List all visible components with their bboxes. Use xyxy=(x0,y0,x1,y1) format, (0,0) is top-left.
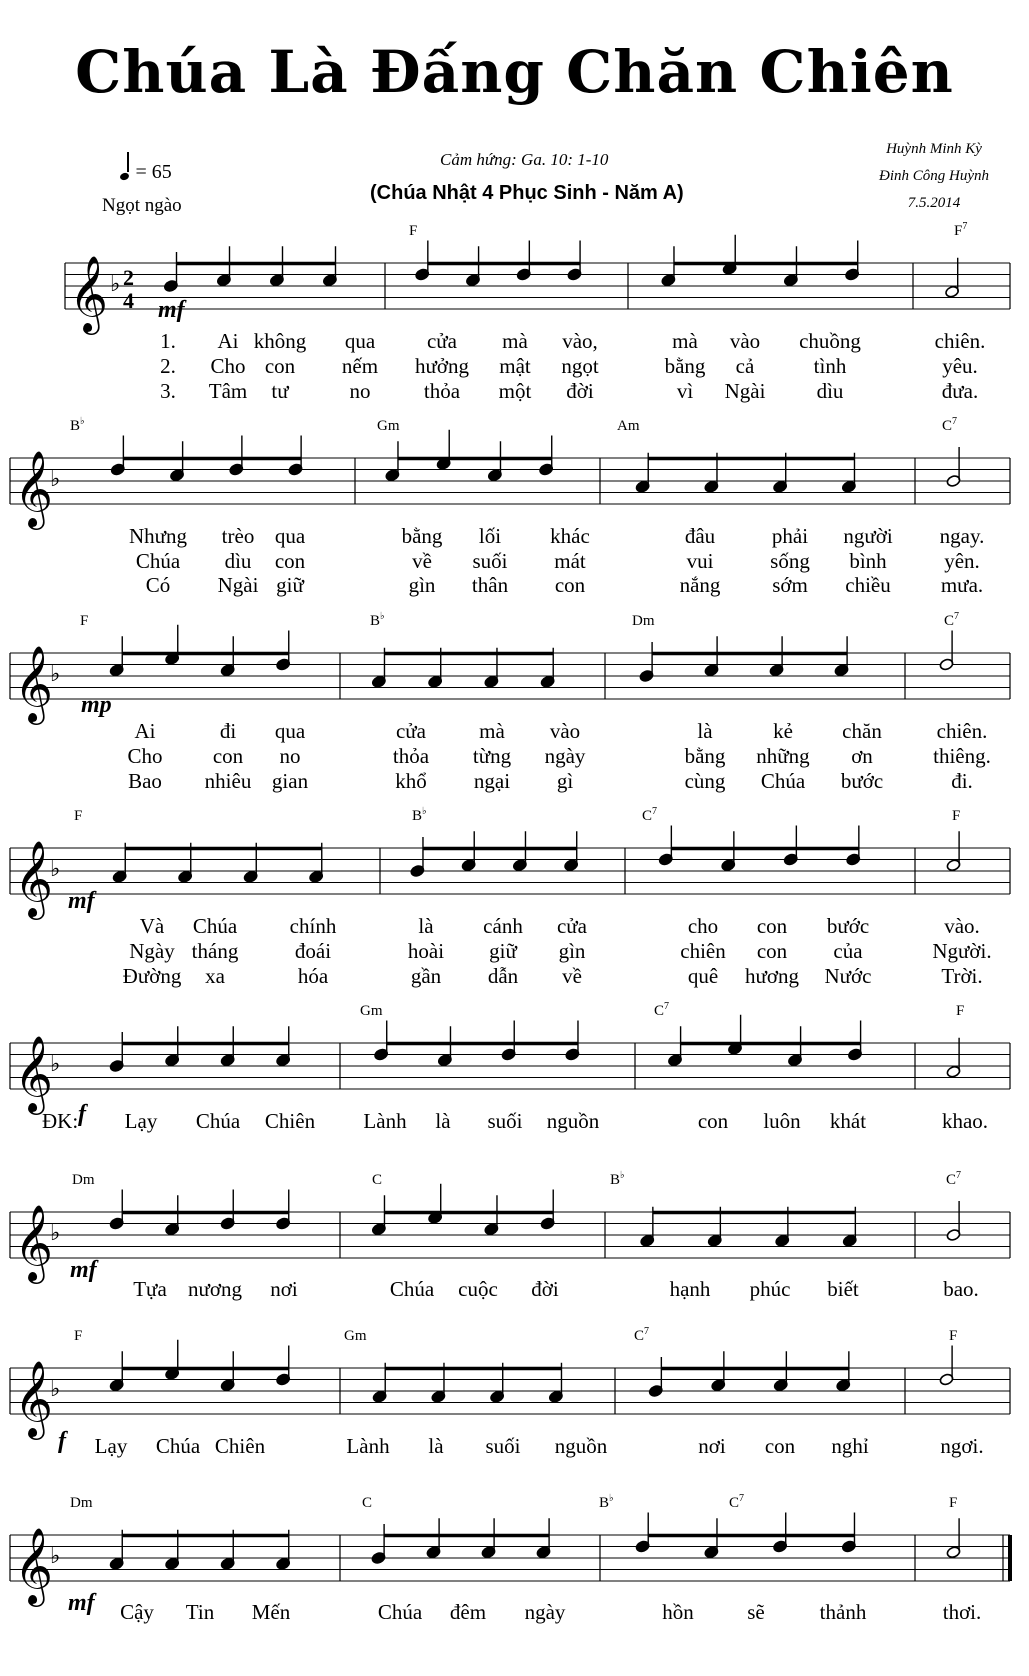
chord-symbol: F xyxy=(949,1328,958,1344)
lyric-syllable: ngày xyxy=(524,1600,566,1624)
lyric-syllable: gì xyxy=(556,769,574,793)
lyric-syllable: Chúa xyxy=(389,1277,435,1301)
lyric-syllable: bằng xyxy=(664,354,706,378)
chord-symbol: C xyxy=(372,1172,383,1188)
lyric-syllable: xa xyxy=(205,964,225,988)
lyric-syllable: yêu. xyxy=(942,354,978,378)
inspiration-reference: Cảm hứng: Ga. 10: 1-10 xyxy=(440,150,609,169)
lyric-syllable: dẫn xyxy=(487,964,519,988)
treble-clef-icon: 𝄞 xyxy=(14,449,54,527)
lyric-syllable: chiều xyxy=(845,573,891,597)
chord-symbol: $C^7$ xyxy=(634,1326,650,1344)
lyric-syllable: con xyxy=(697,1109,729,1133)
lyric-syllable: trèo xyxy=(221,524,255,548)
lyric-syllable: suối xyxy=(485,1434,521,1458)
lyric-syllable: nguồn xyxy=(554,1434,608,1458)
lyric-syllable: của xyxy=(833,939,863,963)
chord-symbol: Gm xyxy=(360,1003,383,1019)
key-flat-icon: ♭ xyxy=(50,1544,61,1569)
expression-marking: Ngọt ngào xyxy=(102,195,182,216)
lyric-syllable: ngọt xyxy=(561,354,599,378)
dynamic-marking: mf xyxy=(158,297,185,323)
lyric-syllable: tháng xyxy=(191,939,239,963)
lyric-syllable: thỏa xyxy=(423,379,461,403)
lyric-syllable: Tâm xyxy=(208,379,248,403)
lyric-syllable: yên. xyxy=(944,549,980,573)
lyric-syllable: Chúa xyxy=(192,914,238,938)
lyric-syllable: cửa xyxy=(395,719,427,743)
lyric-syllable: giữ xyxy=(489,939,517,963)
chord-symbol: Gm xyxy=(344,1328,367,1344)
arranger: Đinh Công Huỳnh xyxy=(879,168,989,184)
lyric-syllable: đêm xyxy=(449,1600,487,1624)
lyric-syllable: bình xyxy=(849,549,887,573)
key-flat-icon: ♭ xyxy=(50,1221,61,1246)
lyric-syllable: nếm xyxy=(341,354,379,378)
lyric-syllable: mà xyxy=(672,329,698,353)
lyric-syllable: đâu xyxy=(684,524,716,548)
lyric-syllable: Nhưng xyxy=(128,524,188,548)
tempo-value: = 65 xyxy=(135,161,172,183)
lyric-syllable: là xyxy=(428,1434,444,1458)
chord-symbol: F xyxy=(956,1003,965,1019)
lyric-syllable: quê xyxy=(687,964,719,988)
treble-clef-icon: 𝄞 xyxy=(69,254,109,332)
lyric-syllable: khao. xyxy=(941,1109,989,1133)
lyric-syllable: hồn xyxy=(662,1600,694,1624)
chord-symbol: Gm xyxy=(377,418,400,434)
lyric-syllable: suối xyxy=(472,549,508,573)
lyric-syllable: Ngài xyxy=(217,573,259,597)
lyric-syllable: Ai xyxy=(217,329,239,353)
lyric-syllable: đời xyxy=(531,1277,559,1301)
dynamic-marking: f xyxy=(78,1101,86,1127)
lyric-syllable: Lành xyxy=(346,1434,390,1458)
lyric-syllable: suối xyxy=(487,1109,523,1133)
lyric-syllable: ngay. xyxy=(939,524,985,548)
lyric-syllable: Lạy xyxy=(94,1434,128,1458)
lyric-syllable: thiêng. xyxy=(933,744,991,768)
dynamic-marking: mp xyxy=(81,692,112,718)
lyric-syllable: cửa xyxy=(426,329,458,353)
lyric-syllable: Đường xyxy=(122,964,182,988)
lyric-syllable: nhiêu xyxy=(204,769,252,793)
lyric-syllable: con xyxy=(756,939,788,963)
lyric-syllable: Trời. xyxy=(941,964,983,988)
refrain-label: ĐK: xyxy=(42,1109,79,1133)
lyric-syllable: Cho xyxy=(127,744,163,768)
lyric-syllable: gìn xyxy=(408,573,436,597)
lyric-syllable: lối xyxy=(478,524,502,548)
lyric-syllable: phúc xyxy=(749,1277,791,1301)
lyric-syllable: đi xyxy=(219,719,237,743)
chord-symbol: $C^7$ xyxy=(642,806,658,824)
lyric-syllable: nắng xyxy=(679,573,721,597)
lyric-syllable: Chúa xyxy=(135,549,181,573)
lyric-syllable: người xyxy=(843,524,893,548)
lyric-syllable: Bao xyxy=(128,769,162,793)
lyric-syllable: qua xyxy=(344,329,376,353)
lyric-syllable: sớm xyxy=(772,573,808,597)
lyric-syllable: bước xyxy=(840,769,884,793)
lyric-syllable: gian xyxy=(271,769,309,793)
lyric-syllable: thơi. xyxy=(942,1600,982,1624)
lyric-syllable: Cậy xyxy=(120,1600,154,1624)
lyric-syllable: con xyxy=(554,573,586,597)
lyric-syllable: hưởng xyxy=(415,354,469,378)
lyric-syllable: gần xyxy=(410,964,442,988)
lyric-syllable: gìn xyxy=(558,939,586,963)
lyric-syllable: Chúa xyxy=(377,1600,423,1624)
lyric-syllable: bằng xyxy=(684,744,726,768)
lyric-syllable: khổ xyxy=(395,769,427,793)
lyric-syllable: kẻ xyxy=(773,719,793,743)
lyric-syllable: chiên xyxy=(680,939,726,963)
lyric-syllable: Chúa xyxy=(195,1109,241,1133)
lyric-syllable: bằng xyxy=(401,524,443,548)
chord-symbol: F xyxy=(949,1495,958,1511)
lyric-syllable: một xyxy=(498,379,532,403)
composer: Huỳnh Minh Kỳ xyxy=(886,141,982,157)
lyric-syllable: chính xyxy=(289,914,337,938)
lyric-syllable: về xyxy=(562,964,582,988)
dynamic-marking: mf xyxy=(68,1590,95,1616)
chord-symbol: $C^7$ xyxy=(729,1493,745,1511)
key-flat-icon: ♭ xyxy=(50,467,61,492)
song-title: Chúa Là Đấng Chăn Chiên xyxy=(75,38,954,106)
lyric-syllable: thân xyxy=(471,573,509,597)
lyric-syllable: vào xyxy=(729,329,761,353)
lyric-syllable: tư xyxy=(271,379,289,403)
lyric-syllable: cả xyxy=(735,354,755,378)
lyric-syllable: ngại xyxy=(473,769,511,793)
lyric-syllable: mật xyxy=(499,354,531,378)
lyric-syllable: cánh xyxy=(483,914,523,938)
key-flat-icon: ♭ xyxy=(50,1052,61,1077)
lyric-syllable: cuộc xyxy=(458,1277,498,1301)
lyric-syllable: đoái xyxy=(294,939,332,963)
lyric-syllable: chiên. xyxy=(936,719,988,743)
treble-clef-icon: 𝄞 xyxy=(14,1203,54,1281)
chord-symbol: Dm xyxy=(72,1172,95,1188)
chord-symbol: C xyxy=(362,1495,373,1511)
chord-symbol: $C^7$ xyxy=(944,611,960,629)
lyric-syllable: con xyxy=(764,1434,796,1458)
lyric-syllable: 3. xyxy=(160,379,176,403)
lyric-syllable: nơi xyxy=(698,1434,726,1458)
chord-symbol: $C^7$ xyxy=(654,1001,670,1019)
lyric-syllable: bước xyxy=(826,914,870,938)
lyric-syllable: Cho xyxy=(210,354,246,378)
lyric-syllable: nơi xyxy=(270,1277,298,1301)
lyric-syllable: qua xyxy=(274,719,306,743)
treble-clef-icon: 𝄞 xyxy=(14,1526,54,1604)
lyric-syllable: no xyxy=(279,744,301,768)
dynamic-marking: mf xyxy=(70,1257,97,1283)
lyric-syllable: giữ xyxy=(276,573,304,597)
lyric-syllable: bao. xyxy=(943,1277,979,1301)
lyric-syllable: ơn xyxy=(851,744,873,768)
chord-symbol: F xyxy=(74,1328,83,1344)
lyric-syllable: Chiên xyxy=(264,1109,316,1133)
chord-symbol: Am xyxy=(617,418,640,434)
lyric-syllable: ngơi. xyxy=(940,1434,984,1458)
chord-symbol: F xyxy=(80,613,89,629)
lyric-syllable: phải xyxy=(771,524,809,548)
lyric-syllable: Nước xyxy=(824,964,872,988)
lyric-syllable: Lạy xyxy=(124,1109,158,1133)
lyric-syllable: những xyxy=(756,744,810,768)
treble-clef-icon: 𝄞 xyxy=(14,644,54,722)
lyric-syllable: cùng xyxy=(684,769,726,793)
lyric-syllable: nghỉ xyxy=(831,1434,869,1458)
lyric-syllable: tình xyxy=(813,354,847,378)
time-signature-top: 2 xyxy=(123,265,134,290)
lyric-syllable: con xyxy=(756,914,788,938)
lyric-syllable: 1. xyxy=(160,329,176,353)
chord-symbol: B♭ xyxy=(599,1493,614,1511)
lyric-syllable: từng xyxy=(472,744,512,768)
liturgical-occasion: (Chúa Nhật 4 Phục Sinh - Năm A) xyxy=(370,182,684,204)
lyric-syllable: mát xyxy=(554,549,586,573)
lyric-syllable: vì xyxy=(676,379,694,403)
lyric-syllable: qua xyxy=(274,524,306,548)
date: 7.5.2014 xyxy=(907,195,961,211)
lyric-syllable: đi. xyxy=(951,769,973,793)
lyric-syllable: con xyxy=(212,744,244,768)
lyric-syllable: Lành xyxy=(363,1109,407,1133)
lyric-syllable: vào, xyxy=(562,329,598,353)
key-flat-icon: ♭ xyxy=(50,1377,61,1402)
lyric-syllable: về xyxy=(412,549,432,573)
dynamic-marking: f xyxy=(58,1428,66,1454)
key-flat-icon: ♭ xyxy=(110,272,121,297)
chord-symbol: $C^7$ xyxy=(946,1170,962,1188)
lyric-syllable: dìu xyxy=(224,549,252,573)
chord-symbol: B♭ xyxy=(610,1170,625,1188)
lyric-syllable: ngày xyxy=(544,744,586,768)
lyric-syllable: dìu xyxy=(816,379,844,403)
lyric-syllable: Mến xyxy=(251,1600,291,1624)
chord-symbol: $C^7$ xyxy=(942,416,958,434)
lyric-syllable: thảnh xyxy=(819,1600,867,1624)
lyric-syllable: vào xyxy=(549,719,581,743)
lyric-syllable: mưa. xyxy=(940,573,984,597)
lyric-syllable: mà xyxy=(502,329,528,353)
treble-clef-icon: 𝄞 xyxy=(14,839,54,917)
lyric-syllable: no xyxy=(349,379,371,403)
lyric-syllable: Ngài xyxy=(724,379,766,403)
chord-symbol: $F^7$ xyxy=(954,221,968,239)
chord-symbol: B♭ xyxy=(70,416,85,434)
lyric-syllable: chăn xyxy=(842,719,882,743)
chord-symbol: F xyxy=(74,808,83,824)
lyric-syllable: hoài xyxy=(407,939,445,963)
lyric-syllable: là xyxy=(697,719,713,743)
lyric-syllable: chuồng xyxy=(799,329,861,353)
lyric-syllable: Tin xyxy=(185,1600,215,1624)
lyric-syllable: chiên. xyxy=(934,329,986,353)
chord-symbol: B♭ xyxy=(412,806,427,824)
lyric-syllable: sống xyxy=(770,549,810,573)
lyric-syllable: con xyxy=(274,549,306,573)
time-signature-bottom: 4 xyxy=(123,288,134,313)
chord-symbol: B♭ xyxy=(370,611,385,629)
chord-symbol: Dm xyxy=(70,1495,93,1511)
lyric-syllable: hương xyxy=(745,964,799,988)
lyric-syllable: mà xyxy=(479,719,505,743)
lyric-syllable: Chúa xyxy=(760,769,806,793)
lyric-syllable: hạnh xyxy=(669,1277,711,1301)
lyric-syllable: cho xyxy=(687,914,719,938)
lyric-syllable: là xyxy=(418,914,434,938)
lyric-syllable: Và xyxy=(139,914,165,938)
chord-symbol: F xyxy=(952,808,961,824)
lyric-syllable: khác xyxy=(550,524,590,548)
lyric-syllable: là xyxy=(435,1109,451,1133)
lyric-syllable: Có xyxy=(145,573,171,597)
key-flat-icon: ♭ xyxy=(50,857,61,882)
lyric-syllable: luôn xyxy=(763,1109,801,1133)
lyric-syllable: thỏa xyxy=(392,744,430,768)
lyric-syllable: vui xyxy=(686,549,714,573)
lyric-syllable: cửa xyxy=(556,914,588,938)
chord-symbol: F xyxy=(409,223,418,239)
lyric-syllable: Chiên xyxy=(214,1434,266,1458)
lyric-syllable: đời xyxy=(566,379,594,403)
lyric-syllable: Ngày xyxy=(129,939,175,963)
lyric-syllable: khát xyxy=(829,1109,867,1133)
lyric-syllable: Người. xyxy=(932,939,992,963)
dynamic-marking: mf xyxy=(68,888,95,914)
chord-symbol: Dm xyxy=(632,613,655,629)
lyric-syllable: 2. xyxy=(160,354,176,378)
lyric-syllable: Chúa xyxy=(155,1434,201,1458)
lyric-syllable: nguồn xyxy=(546,1109,600,1133)
lyric-syllable: hóa xyxy=(297,964,329,988)
lyric-syllable: không xyxy=(253,329,307,353)
treble-clef-icon: 𝄞 xyxy=(14,1034,54,1112)
lyric-syllable: con xyxy=(264,354,296,378)
lyric-syllable: nương xyxy=(188,1277,242,1301)
lyric-syllable: sẽ xyxy=(747,1600,765,1624)
lyric-syllable: Ai xyxy=(134,719,156,743)
lyric-syllable: đưa. xyxy=(941,379,979,403)
lyric-syllable: biết xyxy=(827,1277,859,1301)
key-flat-icon: ♭ xyxy=(50,662,61,687)
treble-clef-icon: 𝄞 xyxy=(14,1359,54,1437)
lyric-syllable: Tựa xyxy=(133,1277,167,1301)
lyric-syllable: vào. xyxy=(944,914,980,938)
